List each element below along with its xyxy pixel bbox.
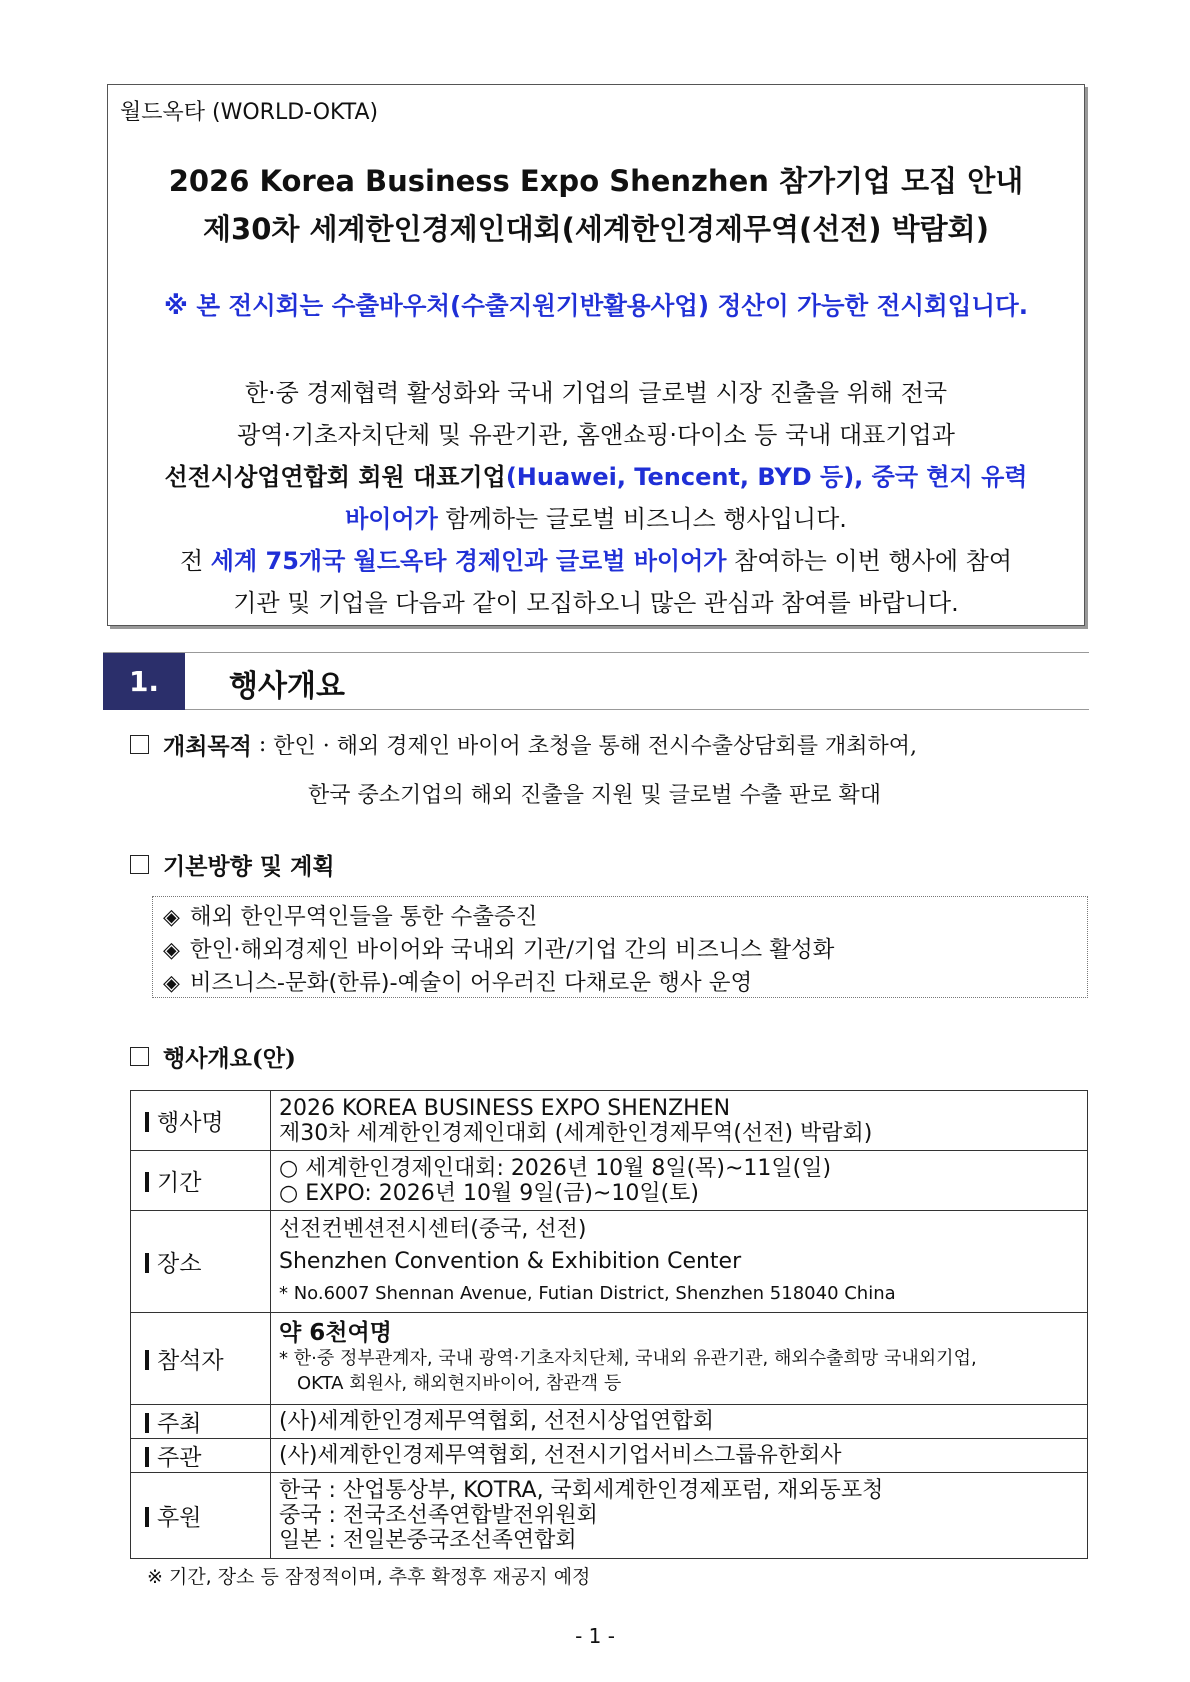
overview-table (130, 1090, 1088, 1559)
intro-line-5 (108, 541, 1084, 576)
list-item: ◈ 해외 한인무역인들을 통한 수출증진 (163, 904, 538, 930)
table-row (131, 1439, 1088, 1473)
purpose-line-2: 한국 중소기업의 해외 진출을 지원 및 글로벌 수출 판로 확대 (308, 783, 881, 808)
row-key: 행사명 (131, 1091, 271, 1151)
section-title: 행사개요 (229, 669, 345, 704)
intro-line-6: 기관 및 기업을 다음과 같이 모집하오니 많은 관심과 참여를 바랍니다. (233, 589, 959, 617)
purpose-heading (130, 728, 917, 761)
title-line-2: 제30차 세계한인경제인대회(세계한인경제무역(선전) 박람회) (203, 212, 989, 246)
row-key: 참석자 (131, 1313, 271, 1405)
diamond-bullet-icon: ◈ (163, 971, 180, 996)
purpose-separator: : (251, 732, 274, 757)
intro-line-3-blue: (Huawei, Tencent, BYD 등), 중국 현지 유력 (505, 463, 1028, 491)
diamond-bullet-icon: ◈ (163, 905, 180, 930)
checkbox-square-icon (130, 735, 149, 754)
intro-line-2: 광역·기초자치단체 및 유관기관, 홈앤쇼핑·다이소 등 국내 대표기업과 (237, 421, 955, 449)
intro-line-3-bold: 선전시상업연합회 회원 대표기업 (164, 463, 506, 491)
row-value: (사)세계한인경제무역협회, 선전시상업연합회 (271, 1405, 1088, 1439)
overview-heading (130, 1040, 296, 1073)
row-value: (사)세계한인경제무역협회, 선전시기업서비스그룹유한회사 (271, 1439, 1088, 1473)
bar-marker-icon (145, 1413, 149, 1433)
row-value: 한국 : 산업통상부, KOTRA, 국회세계한인경제포럼, 재외동포청 중국 : 전국조선족연합발전위원회 일본 : 전일본중국조선족연합회 (271, 1473, 1088, 1559)
intro-box (107, 84, 1085, 626)
direction-list (152, 896, 1088, 998)
title-line-1: 2026 Korea Business Expo Shenzhen 참가기업 모집 안내 (168, 164, 1024, 198)
row-value: 약 6천여명 * 한·중 정부관계자, 국내 광역·기초자치단체, 국내외 유관기관, 해외수출희망 국내외기업, OKTA 회원사, 해외현지바이어, 참관객 등 (271, 1313, 1088, 1405)
intro-line-3 (108, 457, 1084, 492)
footnote: ※ 기간, 장소 등 잠정적이며, 추후 확정후 재공지 예정 (147, 1566, 591, 1588)
intro-line-5-start: 전 (179, 547, 211, 575)
intro-line-5-blue: 세계 75개국 월드옥타 경제인과 글로벌 바이어가 (210, 547, 727, 575)
row-value: 선전컨벤션전시센터(중국, 선전) Shenzhen Convention & Exhibition Center * No.6007 Shennan Avenue, Futian District, Shenzhen 518040 China (271, 1211, 1088, 1313)
list-item: ◈ 한인·해외경제인 바이어와 국내외 기관/기업 간의 비즈니스 활성화 (163, 937, 835, 963)
table-row (131, 1091, 1088, 1151)
bar-marker-icon (145, 1447, 149, 1467)
overview-label: 행사개요(안) (163, 1045, 296, 1072)
purpose-label: 개최목적 (163, 733, 252, 760)
bar-marker-icon (145, 1507, 149, 1527)
intro-line-4-blue: 바이어가 (345, 505, 438, 533)
table-row (131, 1151, 1088, 1211)
row-value: ○ 세계한인경제인대회: 2026년 10월 8일(목)~11일(일) ○ EXPO: 2026년 10월 9일(금)~10일(토) (271, 1151, 1088, 1211)
bar-marker-icon (145, 1112, 149, 1132)
voucher-notice: ※ 본 전시회는 수출바우처(수출지원기반활용사업) 정산이 가능한 전시회입니다. (163, 291, 1029, 320)
row-key: 장소 (131, 1211, 271, 1313)
list-item: ◈ 비즈니스-문화(한류)-예술이 어우러진 다채로운 행사 운영 (163, 970, 753, 996)
row-key: 주관 (131, 1439, 271, 1473)
table-row (131, 1313, 1088, 1405)
row-key: 기간 (131, 1151, 271, 1211)
row-key: 주최 (131, 1405, 271, 1439)
intro-line-1: 한·중 경제협력 활성화와 국내 기업의 글로벌 시장 진출을 위해 전국 (244, 379, 948, 407)
bar-marker-icon (145, 1172, 149, 1192)
intro-line-4 (108, 499, 1084, 534)
direction-label: 기본방향 및 계획 (163, 853, 335, 880)
diamond-bullet-icon: ◈ (163, 938, 180, 963)
intro-line-5-rest: 참여하는 이번 행사에 참여 (726, 547, 1013, 575)
table-row (131, 1473, 1088, 1559)
direction-heading (130, 848, 335, 881)
row-value: 2026 KOREA BUSINESS EXPO SHENZHEN 제30차 세계한인경제인대회 (세계한인경제무역(선전) 박람회) (271, 1091, 1088, 1151)
intro-line-4-rest: 함께하는 글로벌 비즈니스 행사입니다. (437, 505, 847, 533)
section-header (103, 652, 1089, 710)
table-row (131, 1211, 1088, 1313)
org-name: 월드옥타 (WORLD-OKTA) (120, 100, 379, 125)
purpose-line-1: 한인 · 해외 경제인 바이어 초청을 통해 전시수출상담회를 개최하여, (273, 734, 918, 759)
checkbox-square-icon (130, 855, 149, 874)
bar-marker-icon (145, 1253, 149, 1273)
row-key: 후원 (131, 1473, 271, 1559)
page-number: - 1 - (575, 1624, 615, 1648)
section-number: 1. (103, 653, 185, 710)
table-row (131, 1405, 1088, 1439)
bar-marker-icon (145, 1350, 149, 1370)
checkbox-square-icon (130, 1047, 149, 1066)
